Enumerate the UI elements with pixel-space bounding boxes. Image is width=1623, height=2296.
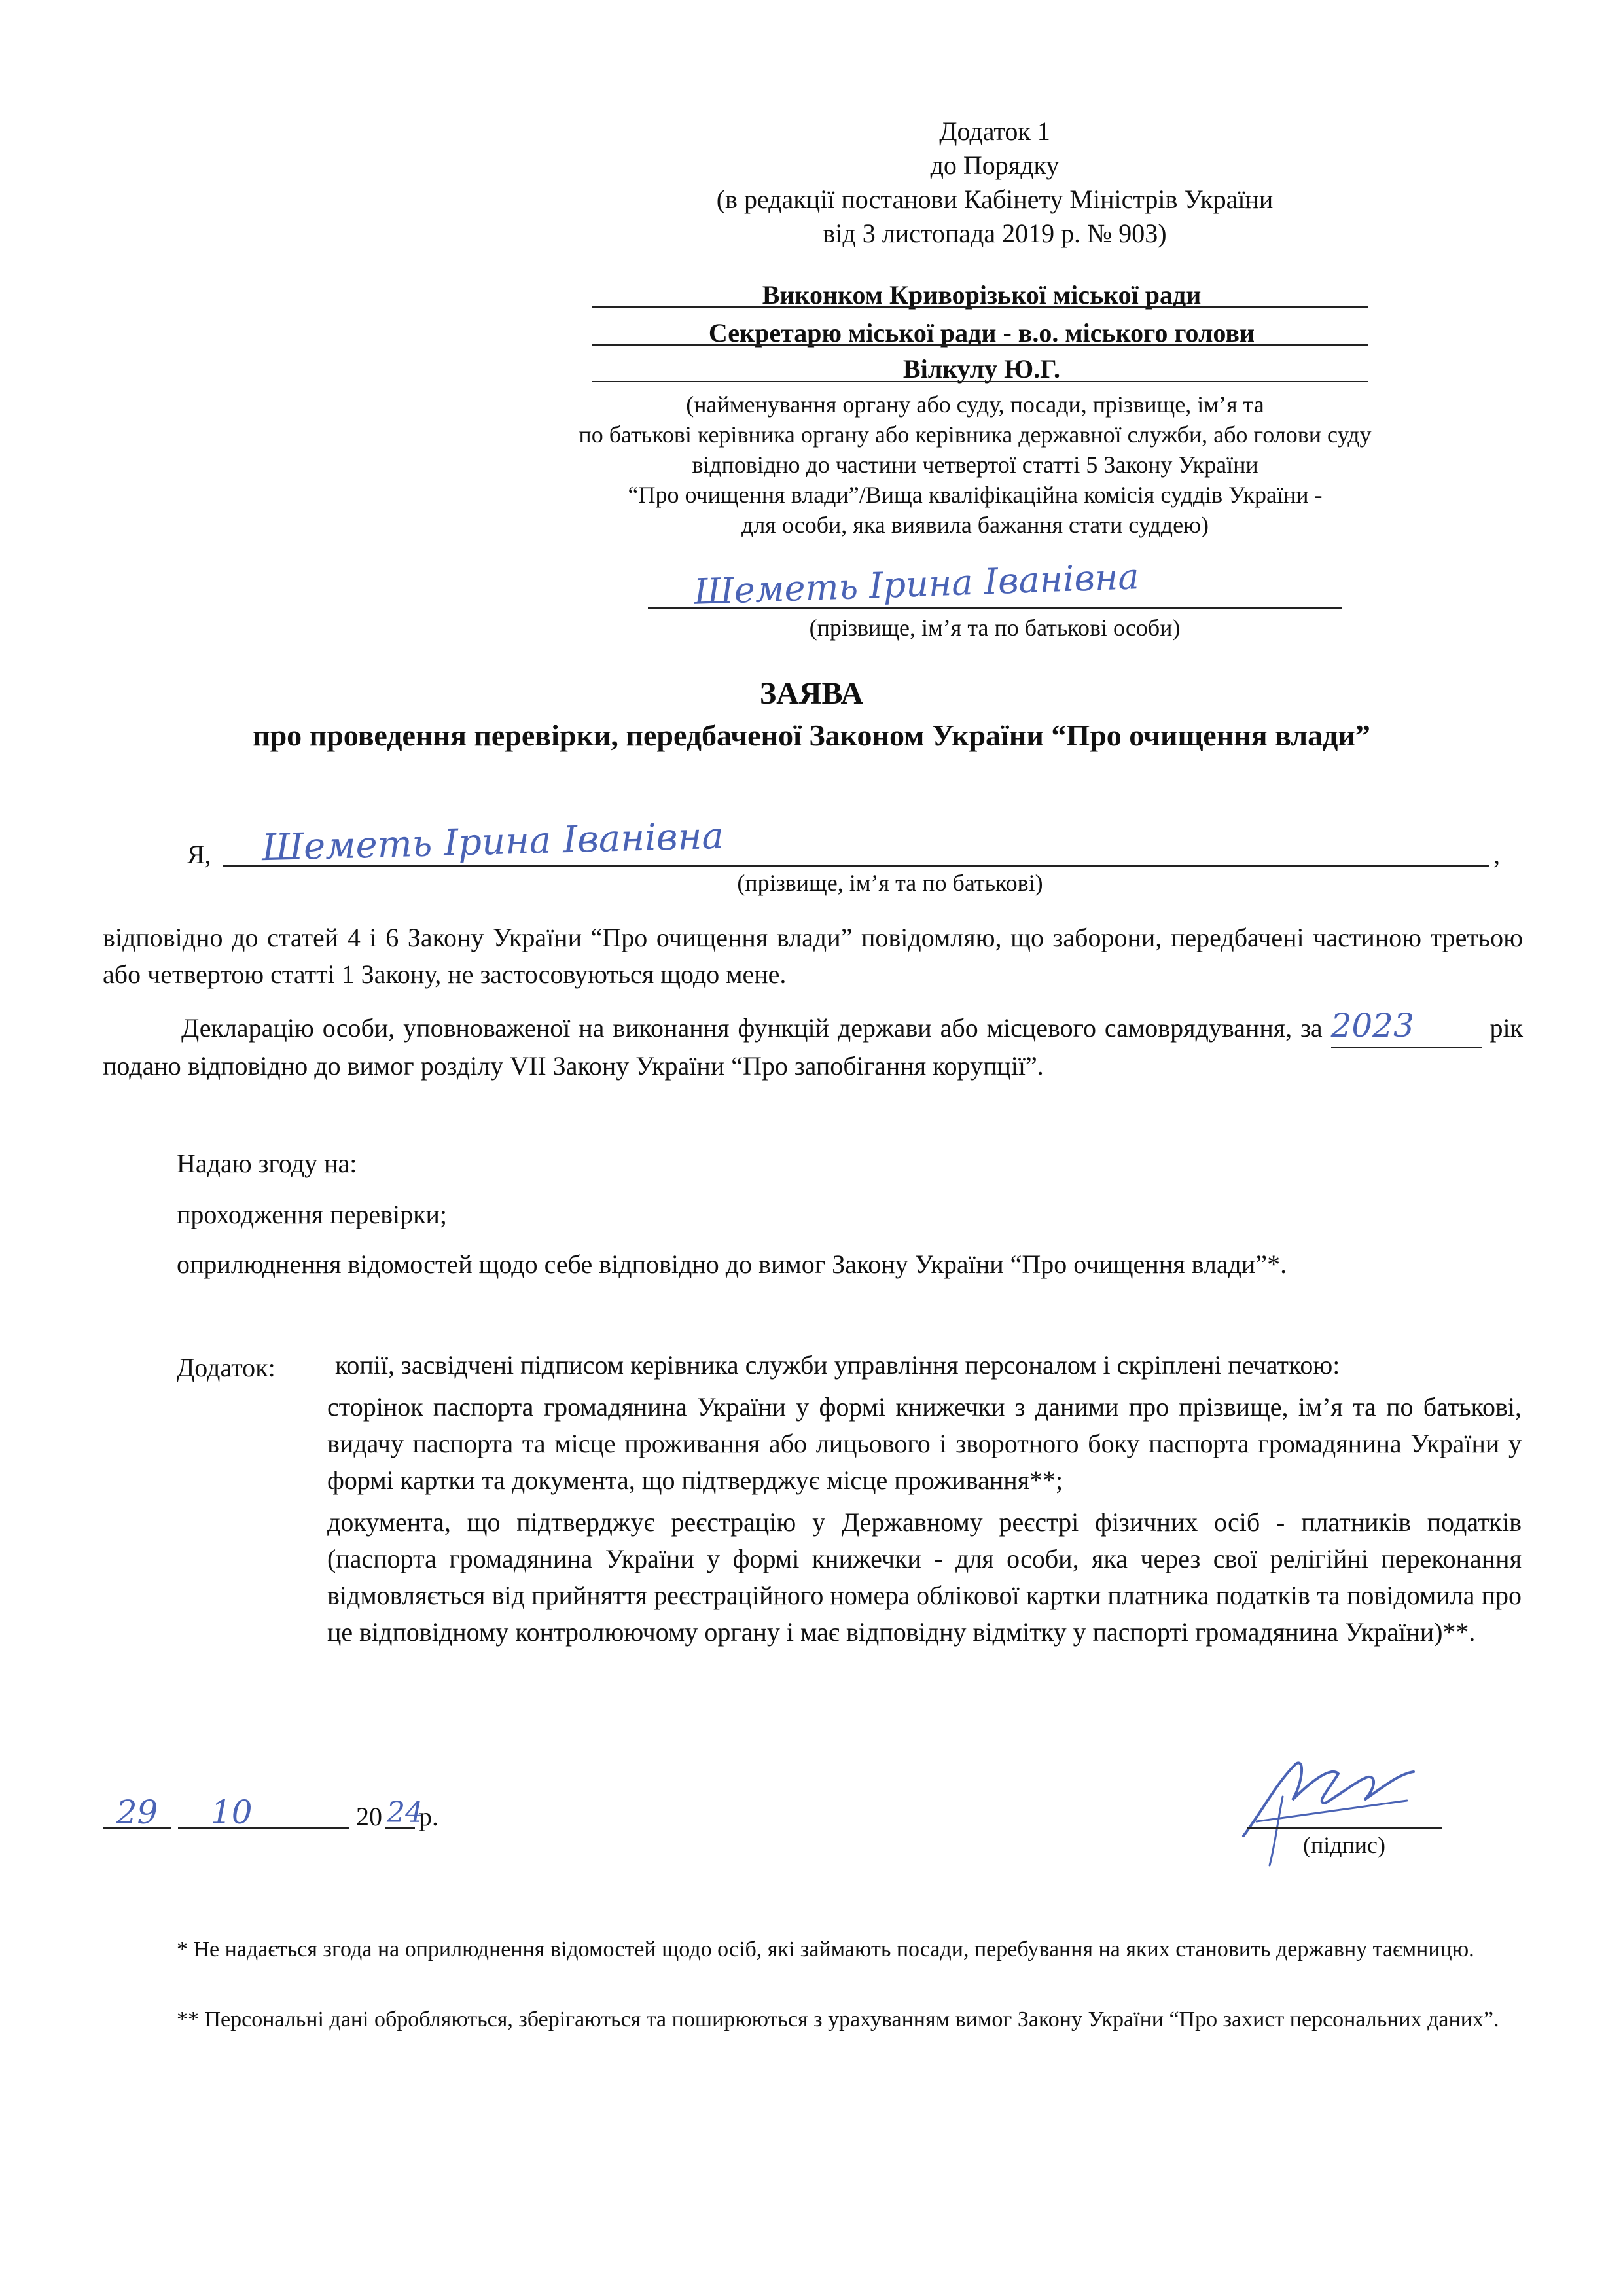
hint-line: для особи, яка виявила бажання стати суддею) — [741, 512, 1209, 538]
document-subtitle: про проведення перевірки, передбаченої Законом України “Про очищення влади” — [253, 719, 1370, 752]
declaration-year: 2023 — [1330, 1007, 1414, 1045]
attachment-item-1: сторінок паспорта громадянина України у формі книжечки з даними про прізвище, ім’я та по батькові, видачу паспорта та місце проживання або лицьового і зворотного боку паспорта громадянина України у формі картки та документа, що підтверджує місце проживання**; — [327, 1392, 1522, 1495]
addressee-line-3: Вілкулу Ю.Г. — [902, 354, 1061, 384]
hint-line: відповідно до частини четвертої статті 5 Закону України — [692, 452, 1258, 478]
applicant-caption: (прізвище, ім’я та по батькові особи) — [809, 615, 1181, 641]
comma: , — [1493, 840, 1500, 869]
date-block — [103, 1793, 888, 1838]
date-suffix: р. — [419, 1802, 438, 1831]
declaration-text-start: Декларацію особи, уповноваженої на виконання функцій держави або місцевого самоврядування, за — [181, 1013, 1323, 1043]
declaration-year-field — [1331, 1009, 1482, 1048]
statement-caption: (прізвище, ім’я та по батькові) — [737, 870, 1043, 896]
applicant-handwritten-name: Шеметь Ірина Іванівна — [693, 556, 1140, 613]
underline — [223, 865, 1489, 867]
annex-header — [654, 115, 1335, 251]
annex-order: до Порядку — [930, 151, 1060, 180]
attachment-item-0: копії, засвідчені підписом керівника служби управління персоналом і скріплені печаткою: — [335, 1350, 1340, 1380]
hint-line: (найменування органу або суду, посади, прізвище, ім’я та — [686, 391, 1264, 418]
underline — [178, 1827, 349, 1829]
attachment-label: Додаток: — [177, 1353, 276, 1382]
declaration-text-end: рік подано відповідно до вимог розділу VII Закону України “Про запобігання корупції”. — [103, 1013, 1524, 1081]
attachment-list — [327, 1347, 1522, 1651]
date-year-hand: 24 — [387, 1796, 423, 1829]
underline — [592, 344, 1368, 346]
underline — [592, 306, 1368, 308]
annex-edition: (в редакції постанови Кабінету Міністрів України — [716, 185, 1274, 214]
date-month: 10 — [211, 1793, 253, 1831]
addressee-line-1: Виконком Криворізької міської ради — [762, 280, 1202, 310]
addressee-hint — [510, 389, 1440, 540]
underline — [648, 607, 1342, 609]
footnote-1: * Не надається згода на оприлюднення відомостей щодо осіб, які займають посади, перебування на яких становить державну таємницю. — [177, 1937, 1474, 1962]
annex-date: від 3 листопада 2019 р. № 903) — [823, 219, 1167, 248]
underline — [592, 381, 1368, 382]
consent-item-1: проходження перевірки; — [177, 1200, 448, 1229]
attachment-item-2: документа, що підтверджує реєстрацію у Державному реєстрі фізичних осіб - платників податків (паспорта громадянина України у формі книжечки - для особи, яка через свої релігійні переконання відмовляється від прийняття реєстраційного номера облікової картки платника податків та повідомила про це відповідному контролюючому органу і має відповідну відмітку у паспорті громадянина України)**. — [327, 1507, 1522, 1647]
statement-paragraph-2 — [103, 1009, 1523, 1085]
document-title: ЗАЯВА — [759, 676, 864, 711]
statement-paragraph-1: відповідно до статей 4 і 6 Закону України “Про очищення влади” повідомляю, що заборони, передбачені частиною третьою або четвертою статті 1 Закону, не застосовуються щодо мене. — [103, 923, 1523, 989]
annex-number: Додаток 1 — [939, 117, 1050, 146]
ya-label: Я, — [187, 840, 211, 869]
addressee-line-2: Секретарю міської ради - в.о. міського голови — [708, 318, 1255, 348]
statement-handwritten-name: Шеметь Ірина Іванівна — [261, 814, 724, 870]
consent-item-2: оприлюднення відомостей щодо себе відповідно до вимог Закону України “Про очищення влади”*. — [177, 1249, 1287, 1279]
consent-intro: Надаю згоду на: — [177, 1149, 357, 1178]
hint-line: “Про очищення влади”/Вища кваліфікаційна комісія суддів України - — [628, 482, 1323, 508]
date-year-prefix: 20 — [356, 1802, 382, 1831]
date-day: 29 — [116, 1793, 158, 1831]
footnote-2: ** Персональні дані обробляються, зберігаються та поширюються з урахуванням вимог Закону України “Про захист персональних даних”. — [177, 2007, 1499, 2032]
signature-line — [1247, 1827, 1442, 1829]
signature-caption: (підпис) — [1302, 1832, 1386, 1858]
hint-line: по батькові керівника органу або керівника державної служби, або голови суду — [579, 422, 1372, 448]
